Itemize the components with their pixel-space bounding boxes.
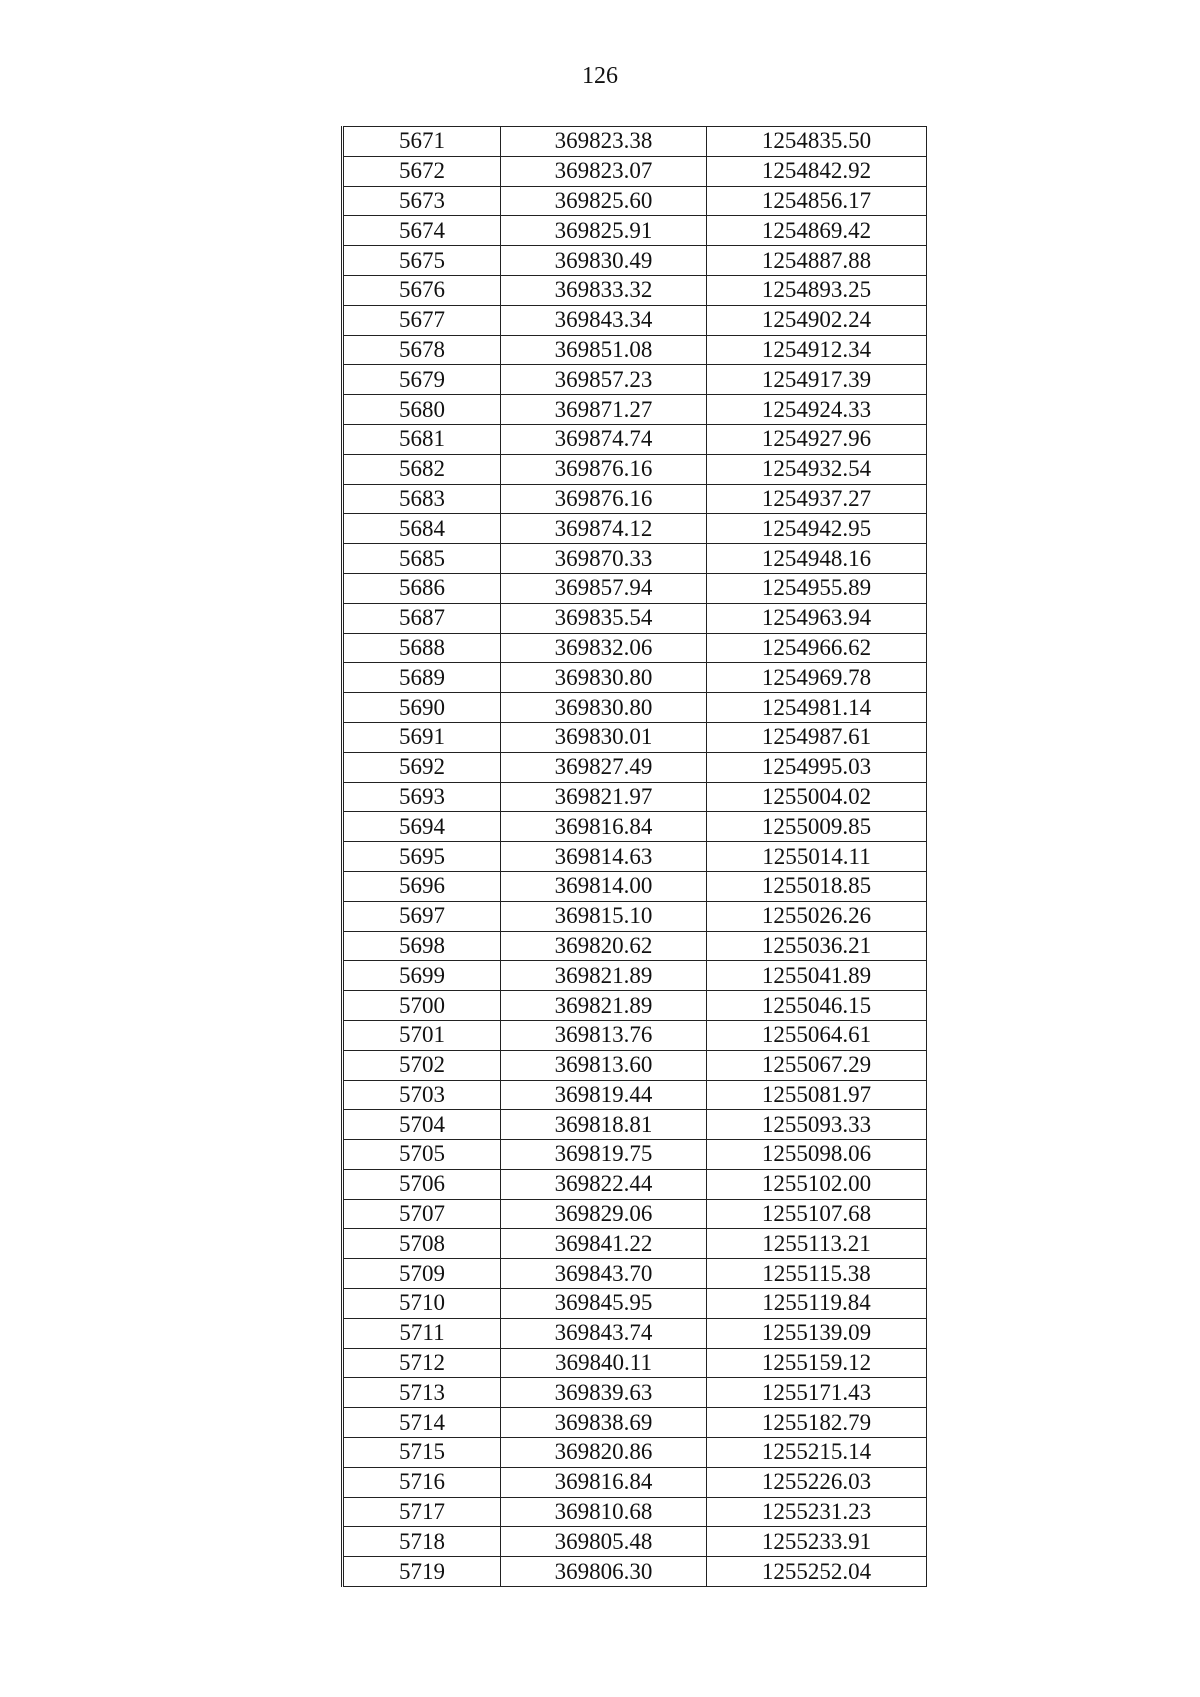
table-row (343, 991, 927, 1021)
table-row (343, 1110, 927, 1140)
y-coordinate-cell: 1255041.89 (707, 961, 927, 991)
y-coordinate-cell: 1255046.15 (707, 991, 927, 1021)
point-number-cell: 5718 (343, 1527, 501, 1557)
page-number: 126 (582, 63, 618, 89)
x-coordinate-cell: 369813.60 (501, 1050, 707, 1080)
x-coordinate-cell: 369830.80 (501, 693, 707, 723)
y-coordinate-cell: 1254981.14 (707, 693, 927, 723)
y-coordinate-cell: 1255231.23 (707, 1497, 927, 1527)
x-coordinate-cell: 369816.84 (501, 812, 707, 842)
table-row (343, 573, 927, 603)
x-coordinate-cell: 369820.86 (501, 1438, 707, 1468)
y-coordinate-cell: 1255233.91 (707, 1527, 927, 1557)
point-number-cell: 5676 (343, 275, 501, 305)
x-coordinate-cell: 369821.89 (501, 991, 707, 1021)
x-coordinate-cell: 369874.74 (501, 424, 707, 454)
y-coordinate-cell: 1254924.33 (707, 395, 927, 425)
y-coordinate-cell: 1254966.62 (707, 633, 927, 663)
table-row (343, 1467, 927, 1497)
x-coordinate-cell: 369874.12 (501, 514, 707, 544)
x-coordinate-cell: 369851.08 (501, 335, 707, 365)
x-coordinate-cell: 369830.01 (501, 722, 707, 752)
point-number-cell: 5691 (343, 722, 501, 752)
point-number-cell: 5702 (343, 1050, 501, 1080)
table-row (343, 395, 927, 425)
point-number-cell: 5710 (343, 1289, 501, 1319)
y-coordinate-cell: 1255064.61 (707, 1020, 927, 1050)
table-row (343, 1169, 927, 1199)
y-coordinate-cell: 1255093.33 (707, 1110, 927, 1140)
x-coordinate-cell: 369813.76 (501, 1020, 707, 1050)
point-number-cell: 5682 (343, 454, 501, 484)
table-row (343, 871, 927, 901)
point-number-cell: 5696 (343, 871, 501, 901)
y-coordinate-cell: 1254942.95 (707, 514, 927, 544)
table-row (343, 365, 927, 395)
point-number-cell: 5689 (343, 663, 501, 693)
table-row (343, 275, 927, 305)
y-coordinate-cell: 1254917.39 (707, 365, 927, 395)
point-number-cell: 5688 (343, 633, 501, 663)
x-coordinate-cell: 369819.75 (501, 1140, 707, 1170)
table-row (343, 424, 927, 454)
coordinates-table (341, 126, 927, 1587)
x-coordinate-cell: 369841.22 (501, 1229, 707, 1259)
y-coordinate-cell: 1255171.43 (707, 1378, 927, 1408)
point-number-cell: 5685 (343, 544, 501, 574)
table-row (343, 454, 927, 484)
point-number-cell: 5697 (343, 901, 501, 931)
x-coordinate-cell: 369876.16 (501, 454, 707, 484)
x-coordinate-cell: 369806.30 (501, 1557, 707, 1587)
x-coordinate-cell: 369825.91 (501, 216, 707, 246)
table-row (343, 901, 927, 931)
y-coordinate-cell: 1255182.79 (707, 1408, 927, 1438)
x-coordinate-cell: 369833.32 (501, 275, 707, 305)
x-coordinate-cell: 369857.23 (501, 365, 707, 395)
table-row (343, 1199, 927, 1229)
x-coordinate-cell: 369814.00 (501, 871, 707, 901)
point-number-cell: 5701 (343, 1020, 501, 1050)
table-row (343, 1378, 927, 1408)
table-row (343, 335, 927, 365)
x-coordinate-cell: 369818.81 (501, 1110, 707, 1140)
y-coordinate-cell: 1255026.26 (707, 901, 927, 931)
table-row (343, 1050, 927, 1080)
x-coordinate-cell: 369821.97 (501, 782, 707, 812)
table-row (343, 186, 927, 216)
point-number-cell: 5706 (343, 1169, 501, 1199)
point-number-cell: 5694 (343, 812, 501, 842)
y-coordinate-cell: 1255115.38 (707, 1259, 927, 1289)
table-row (343, 1438, 927, 1468)
table-row (343, 1289, 927, 1319)
table-row (343, 1527, 927, 1557)
x-coordinate-cell: 369819.44 (501, 1080, 707, 1110)
point-number-cell: 5703 (343, 1080, 501, 1110)
point-number-cell: 5690 (343, 693, 501, 723)
x-coordinate-cell: 369814.63 (501, 842, 707, 872)
table-row (343, 1348, 927, 1378)
point-number-cell: 5679 (343, 365, 501, 395)
y-coordinate-cell: 1255113.21 (707, 1229, 927, 1259)
table-row (343, 812, 927, 842)
point-number-cell: 5699 (343, 961, 501, 991)
point-number-cell: 5680 (343, 395, 501, 425)
y-coordinate-cell: 1255067.29 (707, 1050, 927, 1080)
y-coordinate-cell: 1254969.78 (707, 663, 927, 693)
y-coordinate-cell: 1255102.00 (707, 1169, 927, 1199)
point-number-cell: 5715 (343, 1438, 501, 1468)
y-coordinate-cell: 1254948.16 (707, 544, 927, 574)
table-row (343, 961, 927, 991)
x-coordinate-cell: 369822.44 (501, 1169, 707, 1199)
y-coordinate-cell: 1254835.50 (707, 127, 927, 157)
point-number-cell: 5672 (343, 156, 501, 186)
x-coordinate-cell: 369830.80 (501, 663, 707, 693)
table-row (343, 1140, 927, 1170)
x-coordinate-cell: 369827.49 (501, 752, 707, 782)
point-number-cell: 5705 (343, 1140, 501, 1170)
x-coordinate-cell: 369870.33 (501, 544, 707, 574)
table-row (343, 842, 927, 872)
x-coordinate-cell: 369820.62 (501, 931, 707, 961)
y-coordinate-cell: 1255036.21 (707, 931, 927, 961)
table-row (343, 663, 927, 693)
point-number-cell: 5686 (343, 573, 501, 603)
point-number-cell: 5671 (343, 127, 501, 157)
y-coordinate-cell: 1255252.04 (707, 1557, 927, 1587)
point-number-cell: 5716 (343, 1467, 501, 1497)
point-number-cell: 5704 (343, 1110, 501, 1140)
point-number-cell: 5674 (343, 216, 501, 246)
x-coordinate-cell: 369843.70 (501, 1259, 707, 1289)
x-coordinate-cell: 369825.60 (501, 186, 707, 216)
point-number-cell: 5695 (343, 842, 501, 872)
y-coordinate-cell: 1255226.03 (707, 1467, 927, 1497)
y-coordinate-cell: 1254842.92 (707, 156, 927, 186)
x-coordinate-cell: 369835.54 (501, 603, 707, 633)
y-coordinate-cell: 1254963.94 (707, 603, 927, 633)
y-coordinate-cell: 1255014.11 (707, 842, 927, 872)
point-number-cell: 5673 (343, 186, 501, 216)
x-coordinate-cell: 369838.69 (501, 1408, 707, 1438)
table-row (343, 305, 927, 335)
point-number-cell: 5677 (343, 305, 501, 335)
table-row (343, 514, 927, 544)
y-coordinate-cell: 1255215.14 (707, 1438, 927, 1468)
y-coordinate-cell: 1255098.06 (707, 1140, 927, 1170)
y-coordinate-cell: 1254912.34 (707, 335, 927, 365)
table-row (343, 603, 927, 633)
table-row (343, 752, 927, 782)
y-coordinate-cell: 1255107.68 (707, 1199, 927, 1229)
table-row (343, 693, 927, 723)
y-coordinate-cell: 1254927.96 (707, 424, 927, 454)
y-coordinate-cell: 1255004.02 (707, 782, 927, 812)
y-coordinate-cell: 1254955.89 (707, 573, 927, 603)
x-coordinate-cell: 369829.06 (501, 1199, 707, 1229)
point-number-cell: 5708 (343, 1229, 501, 1259)
y-coordinate-cell: 1254937.27 (707, 484, 927, 514)
y-coordinate-cell: 1254869.42 (707, 216, 927, 246)
table-row (343, 633, 927, 663)
point-number-cell: 5700 (343, 991, 501, 1021)
table-row (343, 1020, 927, 1050)
point-number-cell: 5683 (343, 484, 501, 514)
x-coordinate-cell: 369823.07 (501, 156, 707, 186)
x-coordinate-cell: 369840.11 (501, 1348, 707, 1378)
point-number-cell: 5707 (343, 1199, 501, 1229)
y-coordinate-cell: 1255119.84 (707, 1289, 927, 1319)
point-number-cell: 5709 (343, 1259, 501, 1289)
point-number-cell: 5717 (343, 1497, 501, 1527)
point-number-cell: 5714 (343, 1408, 501, 1438)
table-row (343, 1408, 927, 1438)
x-coordinate-cell: 369821.89 (501, 961, 707, 991)
y-coordinate-cell: 1255081.97 (707, 1080, 927, 1110)
table-row (343, 931, 927, 961)
table-row (343, 1497, 927, 1527)
y-coordinate-cell: 1254987.61 (707, 722, 927, 752)
x-coordinate-cell: 369815.10 (501, 901, 707, 931)
y-coordinate-cell: 1254887.88 (707, 246, 927, 276)
table-row (343, 216, 927, 246)
x-coordinate-cell: 369843.34 (501, 305, 707, 335)
table-row (343, 544, 927, 574)
x-coordinate-cell: 369805.48 (501, 1527, 707, 1557)
y-coordinate-cell: 1255009.85 (707, 812, 927, 842)
y-coordinate-cell: 1254856.17 (707, 186, 927, 216)
table-row (343, 127, 927, 157)
point-number-cell: 5693 (343, 782, 501, 812)
table-row (343, 156, 927, 186)
table-row (343, 1080, 927, 1110)
x-coordinate-cell: 369816.84 (501, 1467, 707, 1497)
x-coordinate-cell: 369810.68 (501, 1497, 707, 1527)
y-coordinate-cell: 1254893.25 (707, 275, 927, 305)
table-row (343, 722, 927, 752)
x-coordinate-cell: 369843.74 (501, 1318, 707, 1348)
x-coordinate-cell: 369876.16 (501, 484, 707, 514)
x-coordinate-cell: 369830.49 (501, 246, 707, 276)
point-number-cell: 5692 (343, 752, 501, 782)
y-coordinate-cell: 1255018.85 (707, 871, 927, 901)
y-coordinate-cell: 1255159.12 (707, 1348, 927, 1378)
point-number-cell: 5719 (343, 1557, 501, 1587)
point-number-cell: 5712 (343, 1348, 501, 1378)
x-coordinate-cell: 369823.38 (501, 127, 707, 157)
point-number-cell: 5687 (343, 603, 501, 633)
table-row (343, 1229, 927, 1259)
y-coordinate-cell: 1254995.03 (707, 752, 927, 782)
table-row (343, 1259, 927, 1289)
point-number-cell: 5681 (343, 424, 501, 454)
point-number-cell: 5678 (343, 335, 501, 365)
table-row (343, 1557, 927, 1587)
point-number-cell: 5675 (343, 246, 501, 276)
y-coordinate-cell: 1254932.54 (707, 454, 927, 484)
table-row (343, 782, 927, 812)
x-coordinate-cell: 369839.63 (501, 1378, 707, 1408)
x-coordinate-cell: 369857.94 (501, 573, 707, 603)
coordinates-table-body (343, 127, 927, 1587)
table-row (343, 1318, 927, 1348)
table-row (343, 246, 927, 276)
x-coordinate-cell: 369845.95 (501, 1289, 707, 1319)
point-number-cell: 5711 (343, 1318, 501, 1348)
x-coordinate-cell: 369832.06 (501, 633, 707, 663)
y-coordinate-cell: 1255139.09 (707, 1318, 927, 1348)
table-row (343, 484, 927, 514)
point-number-cell: 5698 (343, 931, 501, 961)
point-number-cell: 5684 (343, 514, 501, 544)
y-coordinate-cell: 1254902.24 (707, 305, 927, 335)
point-number-cell: 5713 (343, 1378, 501, 1408)
x-coordinate-cell: 369871.27 (501, 395, 707, 425)
